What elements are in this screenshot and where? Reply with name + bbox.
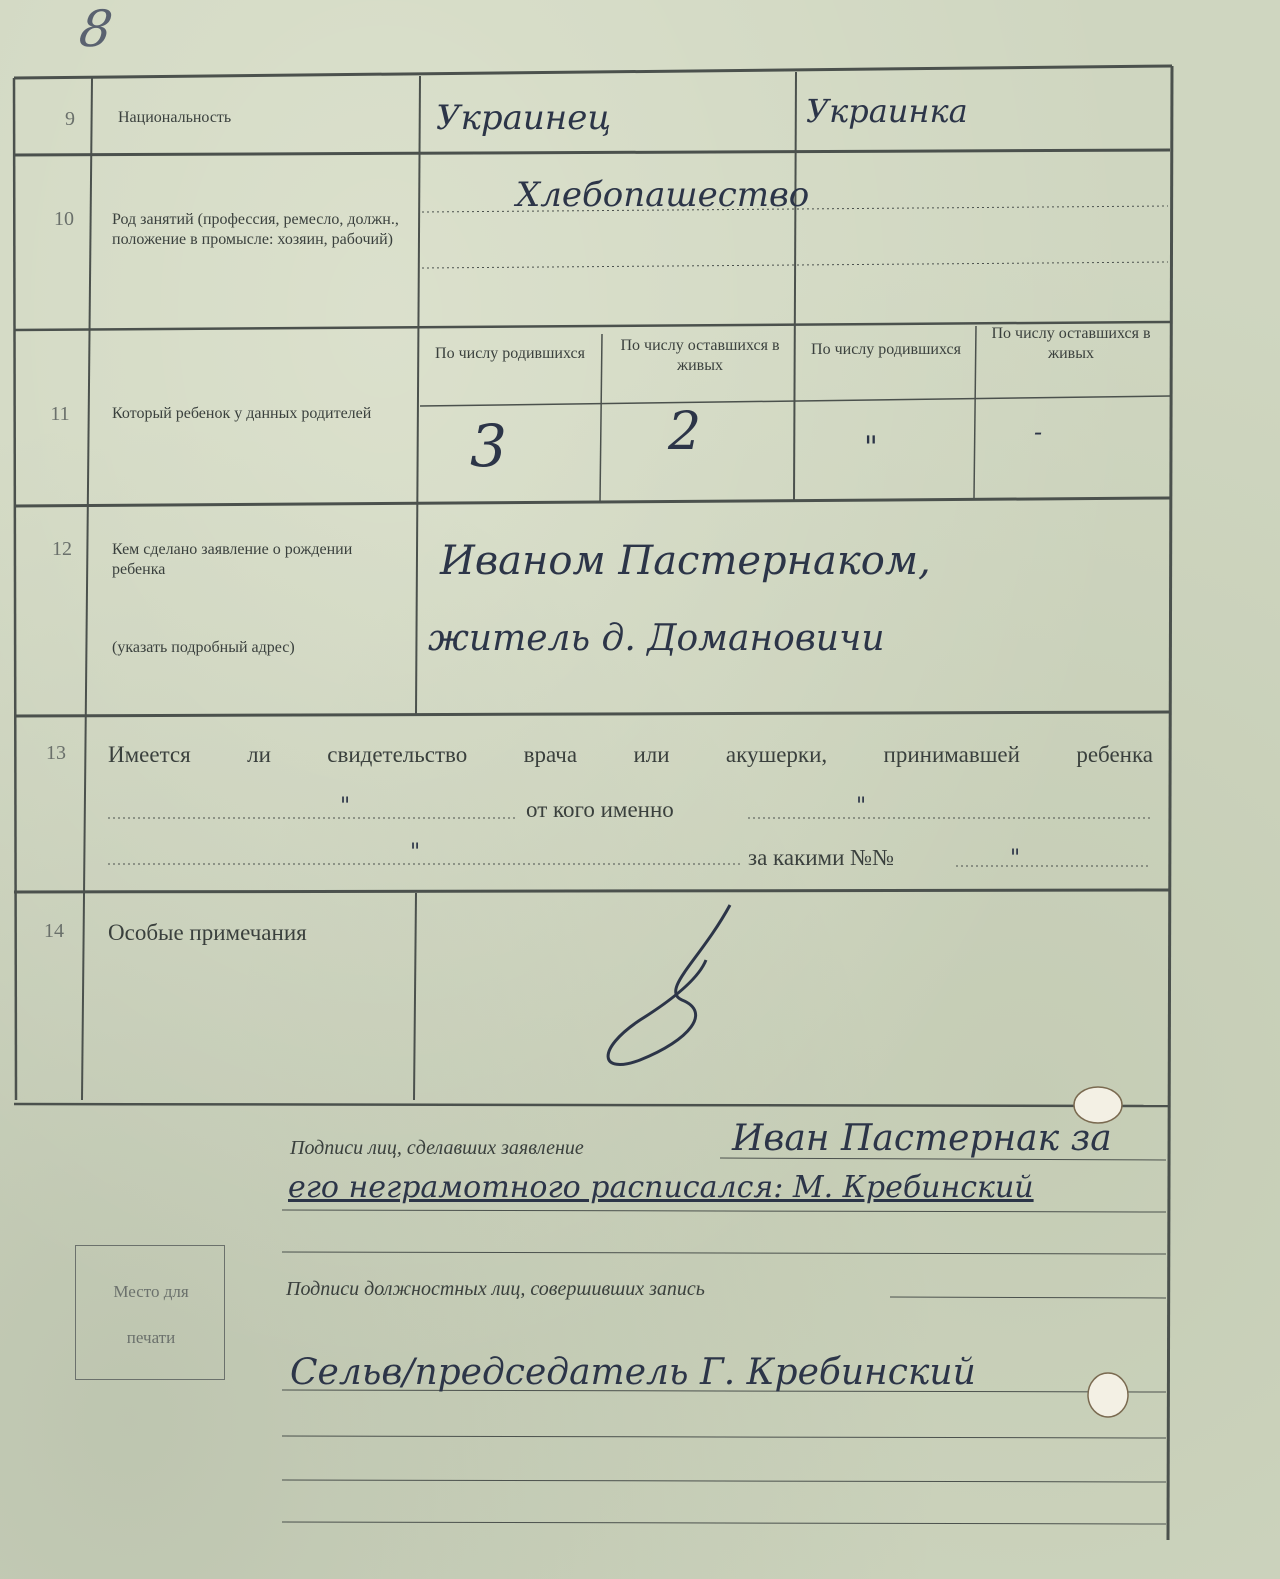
certificate-mark-3: " [410,840,421,865]
label-applicants-signatures: Подписи лиц, сделавших заявление [290,1137,584,1159]
header-father-alive: По числу оставшихся в живых [620,337,780,374]
father-nationality: Украинец [436,98,612,138]
officials-signature: Сельв/председатель Г. Кребинский [290,1352,976,1393]
father-alive-value: 2 [668,402,702,462]
certificate-mark-2: " [856,794,867,819]
row-number-10: 10 [54,208,74,230]
label-nationality: Национальность [118,109,232,126]
label-address: (указать подробный адрес) [112,639,295,656]
label-from-whom: от кого именно [526,797,674,822]
stamp-label-line1: Место для [113,1282,189,1301]
mother-nationality: Украинка [806,92,968,130]
label-declarant: Кем сделано заявление о рождении ребенка [112,541,353,578]
certificate-mark-1: " [340,794,351,819]
header-father-born: По числу родившихся [435,345,585,362]
row-number-13: 13 [46,742,66,764]
declarant-value: Иваном Пастернаком, [440,538,931,584]
stamp-area [75,1245,225,1380]
page-number: 8 [75,0,116,58]
address-value: житель д. Домановичи [428,618,885,659]
label-special-notes: Особые примечания [108,920,307,945]
applicants-signature-line2: его неграмотного расписался: М. Кребинский [288,1170,1034,1205]
row-number-12: 12 [52,538,72,560]
label-certificate: Имеется ли свидетельство врача или акушерки, принимавшей ребенка [108,742,1153,767]
applicants-signature-line1: Иван Пастернак за [732,1118,1112,1159]
label-which-numbers: за какими №№ [748,845,895,870]
stamp-label-line2: печати [126,1328,176,1347]
occupation-value: Хлебопашество [516,175,810,215]
label-occupation: Род занятий (профессия, ремесло, должн., положение в промысле: хозяин, рабочий) [112,211,399,248]
father-born-value: 3 [470,412,507,480]
row-number-11: 11 [50,403,70,425]
header-mother-alive: По числу оставшихся в живых [991,325,1151,362]
mother-alive-value: - [1034,418,1043,446]
row-number-9: 9 [65,108,75,130]
header-mother-born: По числу родившихся [811,341,961,358]
label-officials-signatures: Подписи должностных лиц, совершивших запись [286,1278,705,1300]
mother-born-value: " [864,430,878,465]
certificate-mark-4: " [1010,846,1021,871]
label-child-order: Который ребенок у данных родителей [112,405,372,422]
row-number-14: 14 [44,920,64,942]
